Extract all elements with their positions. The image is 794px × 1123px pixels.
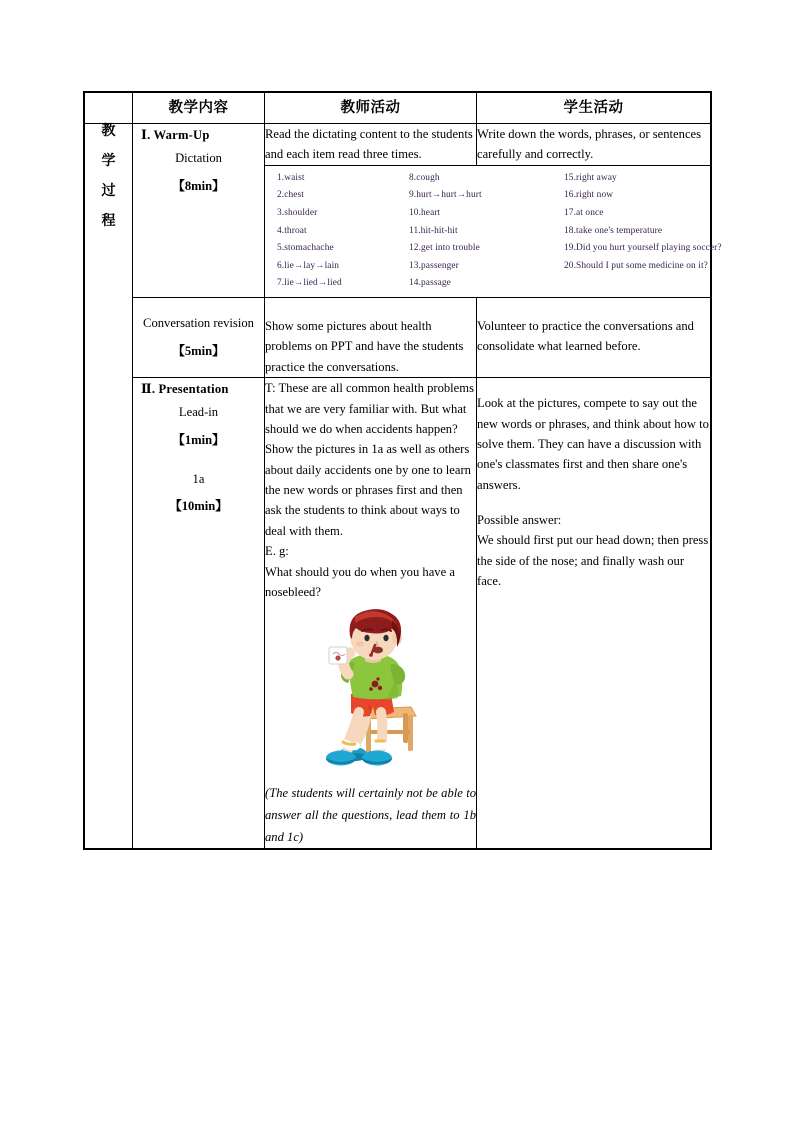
student-spacer-top [477, 378, 710, 393]
student-activity-warm-up [477, 124, 711, 166]
content-sub-lead-in: Lead-in [178, 405, 219, 420]
student-activity-presentation [477, 378, 711, 849]
dictation-item: 5.stomachache [277, 243, 334, 254]
illustration-wrapper [265, 602, 476, 783]
header-student-activity: 学生活动 [477, 93, 711, 124]
teacher-activity-presentation [265, 378, 477, 849]
content-sub-conversation-revision: Conversation revision [143, 316, 254, 331]
table-row-presentation [85, 378, 711, 849]
header-stage [85, 93, 133, 124]
teacher-text: Show some pictures about health problems on PPT and have the students practice the conversations. [265, 318, 464, 374]
stage-char-3: 过 [101, 183, 116, 199]
content-time-warm-up: 【8min】 [172, 178, 225, 193]
content-sub-dictation: Dictation [175, 151, 222, 166]
dictation-item: 9.hurt→hurt→hurt [409, 190, 482, 201]
content-sub-1a: 1a [192, 472, 205, 486]
boy-with-nosebleed-sitting-on-stool-icon [307, 608, 435, 773]
student-possible-answer-label: Possible answer: [477, 513, 562, 528]
content-cell-warm-up [133, 124, 265, 298]
dictation-item: 20.Should I put some medicine on it? [564, 260, 708, 271]
stage-char-2: 学 [101, 153, 116, 169]
teacher-text-question: What should you do when you have a nosebleed? [265, 564, 455, 600]
teacher-text: Show the pictures in 1a as well as others about daily accidents one by one to learn the new words or phrases first and then ask the students to think about ways to deal with them. [265, 442, 471, 538]
dictation-item: 10.heart [409, 208, 441, 219]
dictation-item: 3.shoulder [277, 208, 318, 219]
dictation-item: 4.throat [277, 225, 307, 236]
dictation-item: 13.passenger [409, 260, 459, 271]
dictation-item: 1.waist [277, 172, 305, 183]
dictation-item: 2.chest [277, 190, 304, 201]
content-spacer [133, 452, 264, 468]
dictation-item-empty [564, 275, 722, 293]
teacher-activity-warm-up [265, 124, 477, 166]
dictation-item: 12.get into trouble [409, 243, 480, 254]
table-row-conversation-revision [85, 297, 711, 377]
dictation-word-grid [265, 166, 722, 297]
student-text: Volunteer to practice the conversations and consolidate what learned before. [477, 318, 694, 354]
content-time-conversation-revision: 【5min】 [172, 343, 225, 358]
teacher-activity-conversation-revision [265, 297, 477, 377]
content-cell-conversation-revision [133, 297, 265, 377]
student-spacer-mid [477, 495, 710, 510]
dictation-item: 19.Did you hurt yourself playing soccer? [564, 243, 722, 254]
table-header-row [85, 93, 711, 124]
student-activity-conversation-revision [477, 297, 711, 377]
dictation-item: 16.right now [564, 190, 614, 201]
stage-char-4: 程 [101, 213, 116, 229]
content-heading-presentation: Ⅱ. Presentation [141, 382, 229, 397]
stage-cell [85, 124, 133, 849]
dictation-item: 17.at once [564, 208, 604, 219]
content-time-lead-in: 【1min】 [172, 432, 225, 447]
header-content: 教学内容 [133, 93, 265, 124]
dictation-item: 6.lie→lay→lain [277, 260, 340, 271]
student-possible-answer-text: We should first put our head down; then press the side of the nose; and finally wash our face. [477, 533, 709, 589]
dictation-item: 8.cough [409, 172, 440, 183]
teacher-text-eg: E. g: [265, 544, 289, 559]
dictation-word-list-cell [265, 165, 722, 297]
student-text: Look at the pictures, compete to say out the new words or phrases, and think about how to solve them. They can have a discussion with one's classmates first and then share one's answers. [477, 396, 709, 492]
content-cell-presentation [133, 378, 265, 849]
dictation-item: 7.lie→lied→lied [277, 278, 342, 289]
stage-char-1: 教 [101, 123, 116, 139]
dictation-item: 11.hit-hit-hit [409, 225, 458, 236]
dictation-item: 18.take one's temperature [564, 225, 663, 236]
lesson-plan-table [84, 92, 722, 849]
dictation-item: 15.right away [564, 172, 617, 183]
student-text: Write down the words, phrases, or sentences carefully and correctly. [477, 127, 702, 162]
teacher-note-italic: (The students will certainly not be able to answer all the questions, lead them to 1b and 1c) [265, 786, 476, 844]
teacher-text: T: These are all common health problems that we are very familiar with. But what should we do when accidents happen? [265, 381, 474, 436]
content-heading-warm-up: Ⅰ. Warm-Up [141, 128, 210, 142]
teacher-text: Read the dictating content to the students and each item read three times. [265, 127, 473, 162]
content-time-1a: 【10min】 [169, 499, 228, 514]
dictation-item: 14.passage [409, 278, 451, 289]
header-teacher-activity: 教师活动 [265, 93, 477, 124]
stage-label-vertical [85, 124, 132, 228]
table-row-warm-up [85, 124, 711, 166]
